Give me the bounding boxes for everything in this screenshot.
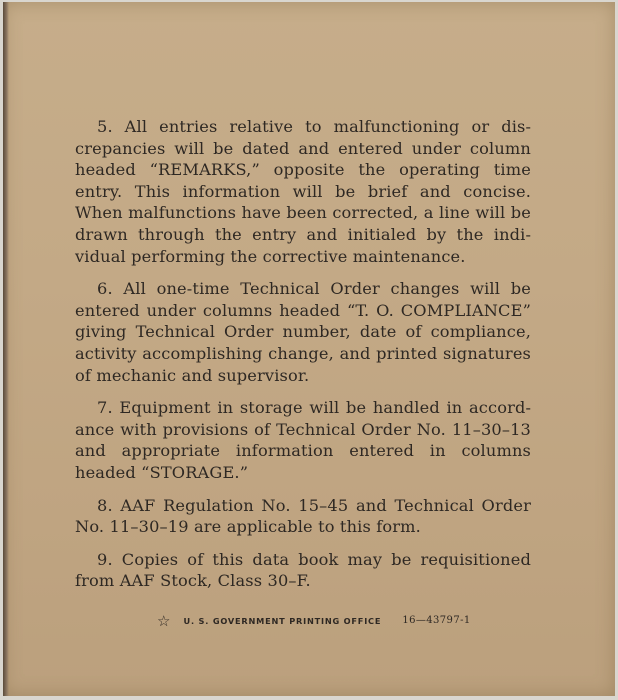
star-icon: ☆ bbox=[157, 611, 171, 630]
instructions-text bbox=[75, 116, 531, 603]
paragraph-6: 6. All one-time Technical Order changes will be entered under columns headed “T. O. COMPLIANCE” giving Technical Order number, date of compliance, activity accomplishing change, and printed signatures of mechanic and supervisor. bbox=[75, 279, 531, 385]
paragraph-5: 5. All entries relative to malfunctioning or discrepancies will be dated and entered under column headed “REMARKS,” opposite the operating time entry. This information will be brief and concise. When malfunctions have been corrected, a line will be drawn through the entry and initialed by the individual performing the corrective maintenance. bbox=[75, 117, 531, 266]
printing-office-label: U. S. GOVERNMENT PRINTING OFFICE bbox=[183, 615, 382, 626]
printing-office-imprint bbox=[157, 610, 477, 630]
binding-edge bbox=[3, 2, 9, 696]
paragraph-9: 9. Copies of this data book may be requisitioned from AAF Stock, Class 30–F. bbox=[75, 549, 531, 591]
paragraph-8: 8. AAF Regulation No. 15–45 and Technical Order No. 11–30–19 are applicable to this form. bbox=[75, 495, 531, 537]
paragraph-7: 7. Equipment in storage will be handled in accordance with provisions of Technical Order No. 11–30–13 and appropriate information entered in columns headed “STORAGE.” bbox=[75, 398, 531, 482]
print-code: 16—43797-1 bbox=[402, 615, 471, 626]
